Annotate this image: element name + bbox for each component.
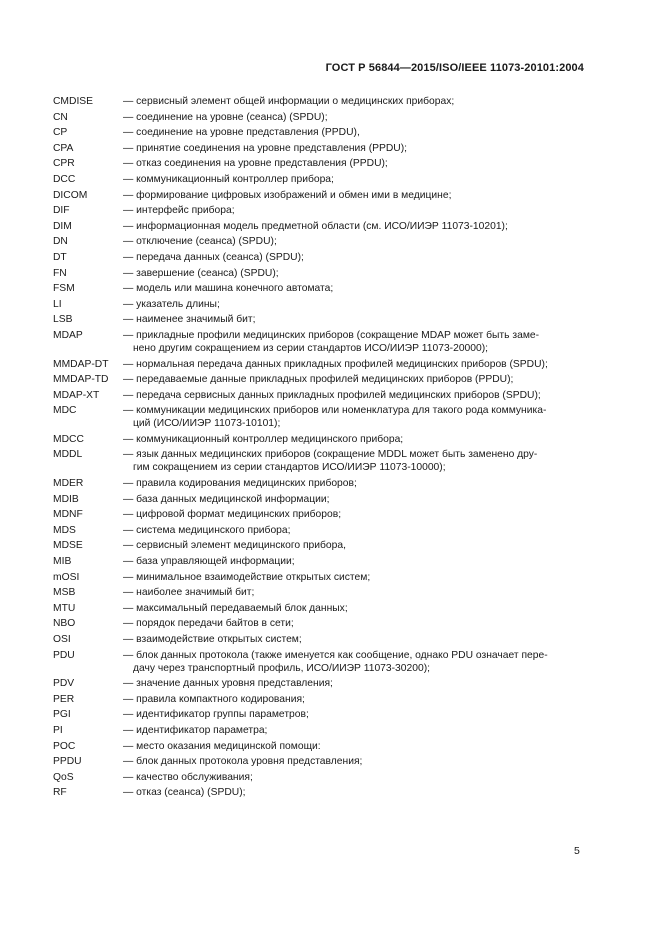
abbreviation-term: PDV [53, 678, 75, 690]
abbreviation-definition [123, 493, 593, 506]
definition-line: — интерфейс прибора; [123, 205, 235, 217]
abbreviation-row [53, 508, 593, 521]
abbreviation-term: MIB [53, 556, 72, 568]
abbreviation-row [53, 157, 593, 170]
definition-line: — отказ соединения на уровне представления (PPDU); [123, 158, 388, 170]
abbreviation-row [53, 111, 593, 124]
abbreviation-definition [123, 142, 593, 155]
abbreviation-definition [123, 433, 593, 446]
abbreviation-term: CN [53, 111, 68, 123]
abbreviation-term: MSB [53, 587, 76, 599]
page-number: 5 [574, 845, 580, 857]
definition-line: — идентификатор параметра; [123, 724, 268, 736]
definition-line: — формирование цифровых изображений и обмен ими в медицине; [123, 189, 452, 201]
abbreviation-definition [123, 524, 593, 537]
definition-line: — указатель длины; [123, 298, 220, 310]
abbreviation-definition [123, 235, 593, 248]
abbreviation-definition [123, 617, 593, 630]
abbreviation-definition [123, 571, 593, 584]
abbreviation-row [53, 282, 593, 295]
abbreviation-term: DN [53, 236, 68, 248]
abbreviation-term: LSB [53, 314, 73, 326]
abbreviation-term: MDER [53, 478, 84, 490]
abbreviation-term: MDS [53, 524, 76, 536]
abbreviation-definition [123, 95, 593, 108]
abbreviation-row [53, 693, 593, 706]
abbreviation-definition [123, 555, 593, 568]
abbreviation-row [53, 404, 593, 430]
definition-line: нено другим сокращением из серии стандартов ИСО/ИИЭР 11073-20000); [133, 342, 489, 354]
abbreviation-row [53, 586, 593, 599]
abbreviation-row [53, 524, 593, 537]
abbreviation-term: PPDU [53, 756, 82, 768]
abbreviation-term: MDDL [53, 449, 83, 461]
abbreviation-row [53, 220, 593, 233]
definition-line: — идентификатор группы параметров; [123, 709, 309, 721]
abbreviation-row [53, 755, 593, 768]
definition-line: дачу через транспортный профиль, ИСО/ИИЭР 11073-30200); [133, 662, 430, 674]
abbreviation-row [53, 313, 593, 326]
abbreviation-definition [123, 539, 593, 552]
definition-line: — взаимодействие открытых систем; [123, 634, 302, 645]
definition-line: — правила кодирования медицинских приборов; [123, 478, 357, 490]
abbreviation-row [53, 298, 593, 311]
abbreviation-row [53, 373, 593, 386]
abbreviation-row [53, 617, 593, 630]
abbreviation-definition [123, 313, 593, 326]
abbreviation-definition [123, 267, 593, 280]
abbreviation-term: CPR [53, 158, 75, 170]
abbreviation-definition [123, 677, 593, 690]
abbreviation-term: MDSE [53, 540, 83, 552]
abbreviation-term: LI [53, 298, 62, 310]
definition-line: — коммуникации медицинских приборов или номенклатура для такого рода коммуника- [123, 405, 547, 417]
abbreviation-row [53, 493, 593, 506]
definition-line: — база данных медицинской информации; [123, 493, 330, 505]
abbreviation-row [53, 142, 593, 155]
abbreviation-term: PDU [53, 649, 75, 661]
abbreviation-definition [123, 649, 593, 675]
abbreviation-term: MDNF [53, 509, 83, 521]
abbreviation-definition [123, 771, 593, 784]
abbreviation-row [53, 571, 593, 584]
abbreviation-definition [123, 189, 593, 202]
definition-line: — модель или машина конечного автомата; [123, 283, 334, 295]
abbreviation-definition [123, 358, 593, 371]
abbreviation-definition [123, 373, 593, 386]
abbreviation-definition [123, 586, 593, 599]
abbreviation-definition [123, 724, 593, 737]
abbreviation-row [53, 95, 593, 108]
abbreviation-term: DT [53, 251, 67, 263]
abbreviation-definition [123, 633, 593, 646]
abbreviation-definition [123, 448, 593, 474]
abbreviation-row [53, 740, 593, 753]
standard-header: ГОСТ Р 56844—2015/ISO/IEEE 11073-20101:2004 [325, 62, 584, 74]
definition-line: — качество обслуживания; [123, 771, 253, 783]
definition-line: — цифровой формат медицинских приборов; [123, 509, 342, 521]
abbreviation-row [53, 649, 593, 675]
abbreviation-row [53, 126, 593, 139]
abbreviation-term: MDC [53, 405, 77, 417]
abbreviation-row [53, 477, 593, 490]
abbreviation-term: MDAP-XT [53, 389, 100, 401]
abbreviation-row [53, 189, 593, 202]
abbreviation-row [53, 602, 593, 615]
abbreviation-term: POC [53, 740, 76, 752]
abbreviation-row [53, 204, 593, 217]
definition-line: — принятие соединения на уровне представления (PPDU); [123, 142, 408, 154]
definition-line: — передаваемые данные прикладных профилей медицинских приборов (PPDU); [123, 374, 514, 386]
abbreviation-row [53, 267, 593, 280]
abbreviation-term: MMDAP-DT [53, 358, 109, 370]
abbreviation-term: RF [53, 787, 67, 799]
abbreviation-term: MDAP [53, 329, 83, 341]
definition-line: — минимальное взаимодействие открытых систем; [123, 571, 371, 583]
abbreviation-term: DICOM [53, 189, 88, 201]
definition-line: — язык данных медицинских приборов (сокращение MDDL может быть заменено дру- [123, 449, 538, 461]
abbreviation-definition [123, 111, 593, 124]
definition-line: — отказ (сеанса) (SPDU); [123, 787, 246, 799]
abbreviation-term: MDIB [53, 493, 79, 505]
abbreviation-definition [123, 602, 593, 615]
definition-line: — нормальная передача данных прикладных профилей медицинских приборов (SPDU); [123, 358, 548, 370]
abbreviation-term: MTU [53, 602, 76, 614]
abbreviation-row [53, 786, 593, 799]
abbreviation-definition [123, 389, 593, 402]
definition-line: — передача данных (сеанса) (SPDU); [123, 251, 304, 263]
definition-line: — передача сервисных данных прикладных профилей медицинских приборов (SPDU); [123, 389, 541, 401]
abbreviation-term: DCC [53, 173, 76, 185]
abbreviation-definition [123, 126, 593, 139]
abbreviation-definition [123, 755, 593, 768]
definition-line: — блок данных протокола (также именуется как сообщение, однако PDU означает пере- [123, 649, 548, 661]
abbreviation-term: OSI [53, 634, 71, 645]
abbreviation-term: CMDISE [53, 96, 94, 107]
definition-line: — система медицинского прибора; [123, 524, 291, 536]
abbreviation-list [53, 95, 593, 802]
abbreviation-definition [123, 693, 593, 706]
definition-line: — сервисный элемент медицинского прибора, [123, 540, 346, 552]
definition-line: — база управляющей информации; [123, 556, 295, 568]
definition-line: — наименее значимый бит; [123, 314, 256, 326]
abbreviation-term: FSM [53, 283, 75, 295]
abbreviation-definition [123, 786, 593, 799]
abbreviation-row [53, 724, 593, 737]
abbreviation-term: CP [53, 127, 68, 139]
abbreviation-definition [123, 251, 593, 264]
definition-line: — прикладные профили медицинских приборов (сокращение MDAP может быть заме- [123, 329, 540, 341]
abbreviation-term: MMDAP-TD [53, 374, 109, 386]
abbreviation-row [53, 251, 593, 264]
definition-line: — место оказания медицинской помощи: [123, 740, 321, 752]
abbreviation-term: MDCC [53, 433, 84, 445]
abbreviation-row [53, 235, 593, 248]
definition-line: гим сокращением из серии стандартов ИСО/ИИЭР 11073-10000); [133, 462, 446, 474]
definition-line: — коммуникационный контроллер медицинского прибора; [123, 433, 404, 445]
abbreviation-definition [123, 282, 593, 295]
abbreviation-term: DIM [53, 220, 72, 232]
abbreviation-definition [123, 708, 593, 721]
abbreviation-row [53, 173, 593, 186]
abbreviation-row [53, 329, 593, 355]
abbreviation-term: QoS [53, 771, 74, 783]
abbreviation-definition [123, 173, 593, 186]
abbreviation-term: DIF [53, 205, 70, 217]
definition-line: — соединение на уровне (сеанса) (SPDU); [123, 111, 328, 123]
abbreviation-row [53, 448, 593, 474]
definition-line: — значение данных уровня представления; [123, 678, 333, 690]
definition-line: — информационная модель предметной области (см. ИСО/ИИЭР 11073-10201); [123, 220, 508, 232]
abbreviation-term: CPA [53, 142, 74, 154]
definition-line: — соединение на уровне представления (PPDU), [123, 127, 360, 139]
abbreviation-definition [123, 298, 593, 311]
abbreviation-row [53, 389, 593, 402]
definition-line: — коммуникационный контроллер прибора; [123, 173, 334, 185]
abbreviation-row [53, 677, 593, 690]
abbreviation-row [53, 708, 593, 721]
definition-line: ций (ИСО/ИИЭР 11073-10101); [133, 418, 281, 430]
definition-line: — порядок передачи байтов в сети; [123, 618, 294, 630]
abbreviation-term: FN [53, 267, 67, 279]
abbreviation-definition [123, 204, 593, 217]
definition-line: — завершение (сеанса) (SPDU); [123, 267, 279, 279]
abbreviation-definition [123, 157, 593, 170]
abbreviation-definition [123, 329, 593, 355]
abbreviation-row [53, 633, 593, 646]
abbreviation-row [53, 555, 593, 568]
abbreviation-term: NBO [53, 618, 76, 630]
abbreviation-row [53, 358, 593, 371]
abbreviation-term: PI [53, 724, 63, 736]
definition-line: — отключение (сеанса) (SPDU); [123, 236, 277, 248]
abbreviation-definition [123, 404, 593, 430]
abbreviation-definition [123, 477, 593, 490]
abbreviation-definition [123, 740, 593, 753]
abbreviation-row [53, 539, 593, 552]
abbreviation-term: mOSI [53, 571, 80, 583]
definition-line: — правила компактного кодирования; [123, 693, 305, 705]
definition-line: — сервисный элемент общей информации о медицинских приборах; [123, 96, 455, 107]
definition-line: — блок данных протокола уровня представления; [123, 756, 363, 768]
abbreviation-row [53, 771, 593, 784]
abbreviation-term: PER [53, 693, 75, 705]
definition-line: — наиболее значимый бит; [123, 587, 255, 599]
abbreviation-row [53, 433, 593, 446]
abbreviation-definition [123, 220, 593, 233]
abbreviation-definition [123, 508, 593, 521]
abbreviation-term: PGI [53, 709, 71, 721]
definition-line: — максимальный передаваемый блок данных; [123, 602, 348, 614]
